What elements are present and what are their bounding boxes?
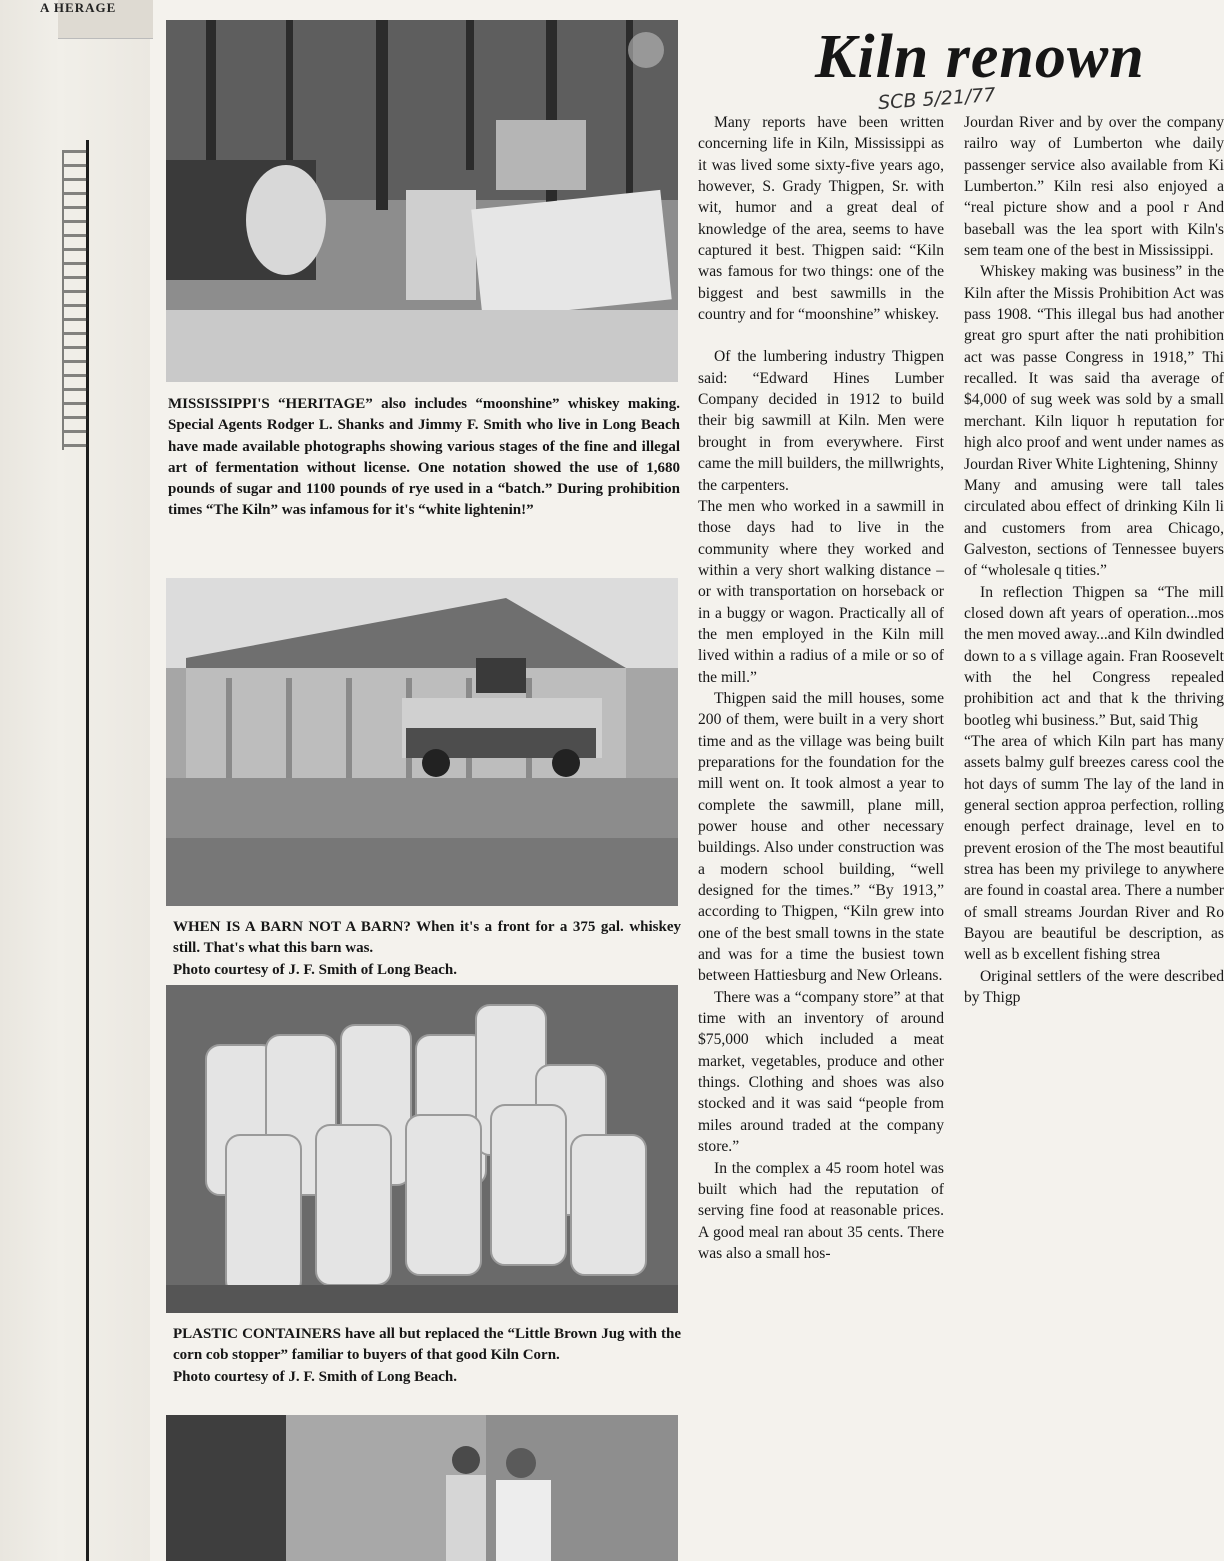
paragraph: In reflection Thigpen sa “The mill closed down aft years of operation...mos the men moved away...and Kiln dwindled down to a s village again. Fran Roosevelt with the hel Congress repealed prohibition act and that k the thriving bootleg whi business.” But, said Thig [964,583,1224,729]
photo-men [166,1415,678,1561]
caption-containers-text: PLASTIC CONTAINERS have all but replaced the “Little Brown Jug with the corn cob stopper” familiar to buyers of that good Kiln Corn. [173,1326,681,1364]
paragraph: In the complex a 45 room hotel was built which had the reputation of serving fine food at reasonable prices. A good meal ran about 35 cents. There was also a small hos- [698,1159,944,1262]
paragraph: Thigpen said the mill houses, some 200 of them, were built in a very short time and as the village was being built preparations for the foundation for the mill went on. It took almost a year to complete the sawmill, plane mill, power house and other necessary buildings. Also under construction was a modern school building, “well designed for the times.” “By 1913,” according to Thigpen, “Kiln grew into one of the best small towns in the state and was for a time the busiest town between Hattiesburg and New Orleans. [698,689,944,985]
paragraph: “The area of which Kiln part has many assets balmy gulf breezes caress cool the hot days of summ The lay of the land in general section approa perfection, rolling enough perfect drainage, level en to prevent erosion of the The most beautiful strea has been my privilege to anywhere are found in coastal area. There a number of small streams Jourdan River and Ro Bayou are beautiful be description, as well as b excellent fishing strea [964,732,1224,964]
paragraph: Of the lumbering industry Thigpen said: “Edward Hines Lumber Company decided in 1912 to build their big sawmill at Kiln. Men were brought in from everywhere. First came the mill builders, the millwrights, the carpenters. [698,348,944,494]
paragraph: Original settlers of the were described by Thigp [964,967,1224,1007]
article-column-1 [698,112,944,1264]
paragraph: There was a “company store” at that time with an inventory of around $75,000 which included a meat market, vegetables, produce and other things. Clothing and shoes was also stocked and it was said “people from miles around traded at the company store.” [698,988,944,1156]
caption-barn-text: WHEN IS A BARN NOT A BARN? When it's a front for a 375 gal. whiskey still. That's what this barn was. [173,919,681,957]
margin-header-text: A HERAGE [40,0,117,15]
photo-plastic-containers [166,985,678,1313]
headline: Kiln renown [815,23,1145,91]
handwritten-date-note: SCB 5/21/77 [877,83,997,115]
paragraph: Many and amusing were tall tales circulated abou effect of drinking Kiln li and customers from area Chicago, Galveston, sections of Tennessee buyers of “wholesale q tities.” [964,476,1224,580]
photo-credit: Photo courtesy of J. F. Smith of Long Beach. [173,1368,458,1385]
paragraph: Many reports have been written concerning life in Kiln, Mississippi as it was lived some sixty-five years ago, however, S. Grady Thigpen, Sr. with wit, humor and a great deal of knowledge of the area, seems to have captured it best. Thigpen said: “Kiln was famous for two things: one of the biggest and best sawmills in the country and for “moonshine” whiskey. [698,114,944,324]
photo-moonshine-still [166,20,678,382]
paragraph: Whiskey making was business” in the Kiln after the Missis Prohibition Act was pass 1908. “This illegal bus had another great gro spurt after the nati prohibition act was passe Congress in 1918,” Thi recalled. It was said tha average of $4,000 of sug week was sold by a small merchant. Kiln liquor h reputation for high alco proof and went under names as Jourdan River White Lightening, Shinny [964,263,1224,473]
photo-barn [166,578,678,906]
caption-containers [173,1324,681,1388]
article-column-2 [964,112,1224,1008]
decorative-scroll-icon [62,150,88,450]
photo-credit: Photo courtesy of J. F. Smith of Long Beach. [173,961,458,978]
paragraph: Jourdan River and by over the company railro way of Lumberton whe daily passenger service also available from Ki Lumberton.” Kiln resi also enjoyed a “real picture show and a pool r And baseball was the lea sport with Kiln's sem team one of the best in Mississippi. [964,114,1224,260]
paragraph: The men who worked in a sawmill in those days had to live in the community where they worked and within a very short walking distance – or with transportation on horseback or in a buggy or wagon. Practically all of the men employed in the Kiln mill lived within a radius of a mile or so of the mill.” [698,497,944,686]
caption-moonshine: MISSISSIPPI'S “HERITAGE” also includes “moonshine” whiskey making. Special Agents Rodger L. Shanks and Jimmy F. Smith who live in Long Beach have made available photographs showing various stages of the fine and illegal art of fermentation without license. One notation showed the use of 1,680 pounds of sugar and 1100 pounds of rye used in a “batch.” During prohibition times “The Kiln” was infamous for it's “white lightenin!” [168,396,680,519]
caption-barn [173,917,681,981]
